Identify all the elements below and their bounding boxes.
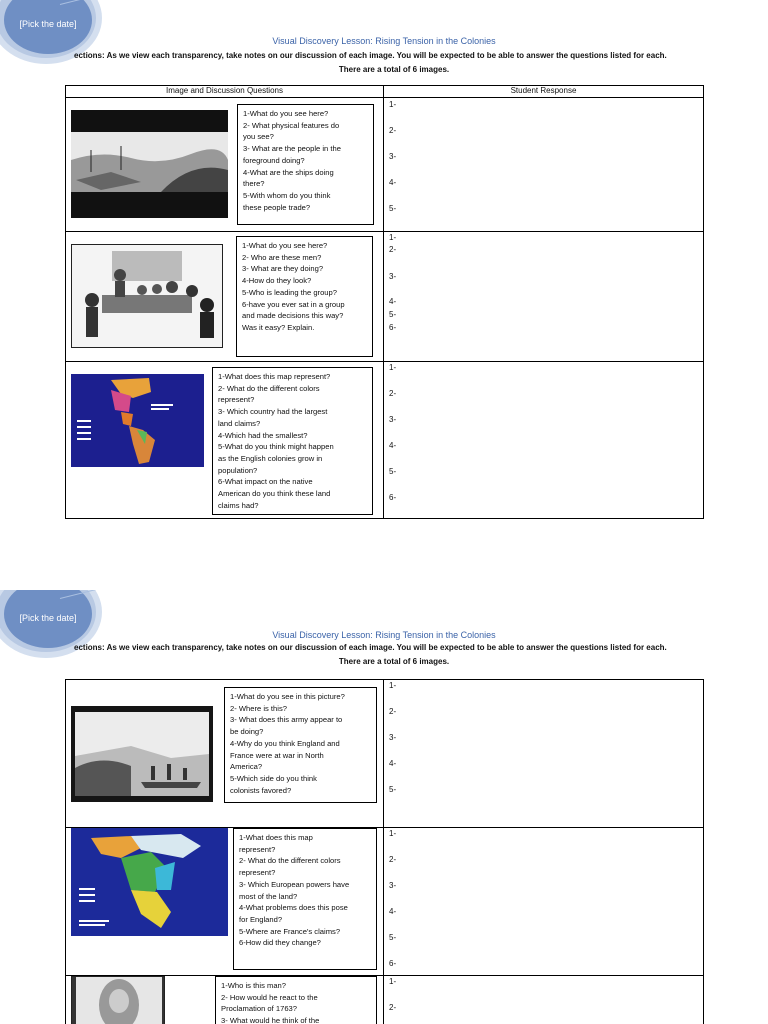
image-total: There are a total of 6 images. [338,657,450,666]
question-line: land claims? [218,418,261,428]
question-line: 1-What do you see in this picture? [230,692,345,701]
question-box [233,828,377,970]
question-line: 2- What physical features do [243,120,340,130]
congress-engraving-image [71,244,223,348]
response-number: 4- [389,441,397,450]
response-number: 1- [389,681,397,690]
page-title: Visual Discovery Lesson: Rising Tension in the Colonies [272,630,496,640]
question-line: 6-What impact on the native [218,477,313,487]
page-title: Visual Discovery Lesson: Rising Tension in the Colonies [272,36,496,46]
image-cell [66,98,384,232]
question-line: 3- What does this army appear to [230,715,343,725]
question-line: 2- Who are these men? [242,252,322,262]
question-line: Was it easy? Explain. [242,322,315,332]
question-line: 5-Which side do you think [230,773,317,783]
question-line: 1-What does this map represent? [218,372,331,381]
question-line: 2- Where is this? [230,703,287,713]
image-cell [66,680,384,828]
question-line: 2- What do the different colors [239,856,341,866]
question-line: most of the land? [239,891,298,901]
question-line: represent? [239,844,276,854]
image-cell [66,976,384,1024]
response-number: 4- [389,907,397,916]
question-line: France were at war in North [230,750,324,760]
question-box [236,236,373,357]
response-number: 5- [389,785,397,794]
question-line: 1-What do you see here? [242,241,328,250]
image-cell [66,362,384,519]
question-line: 1-What does this map [239,833,313,842]
question-line: 6-have you ever sat in a group [242,299,345,309]
response-number: 2- [389,855,397,864]
response-number: 1- [389,977,397,986]
response-number: 2- [389,389,397,398]
response-cell[interactable] [384,98,704,232]
question-line: foreground doing? [243,155,305,165]
response-number: 5- [389,933,397,942]
directions-text: ections: As we view each transparency, take notes on our discussion of each image. You will be expected to be able to answer the questions listed for each. [74,51,667,60]
image-cell [66,828,384,976]
response-number: 2- [389,245,397,254]
question-line: America? [230,762,263,772]
question-line: 4-What are the ships doing [243,167,334,177]
land-claims-map-image [71,374,204,467]
question-line: 3- What would he think of the [221,1016,320,1024]
response-number: 1- [389,100,397,109]
response-number: 1- [389,363,397,372]
response-cell[interactable] [384,362,704,519]
response-cell[interactable] [384,680,704,828]
response-number: 6- [389,959,397,968]
north-america-map-image [71,828,228,936]
question-line: 5-What do you think might happen [218,442,334,452]
response-number: 3- [389,881,397,890]
portrait-image [71,976,165,1024]
response-number: 1- [389,233,397,242]
image-total: There are a total of 6 images. [338,65,450,74]
response-number: 2- [389,1003,397,1012]
question-box [212,367,373,515]
directions [74,641,714,669]
response-number: 6- [389,323,397,332]
response-number: 5- [389,310,397,319]
response-number: 4- [389,178,397,187]
question-line: Proclamation of 1763? [221,1004,297,1014]
question-line: claims had? [218,500,259,510]
question-line: 2- How would he react to the [221,992,318,1002]
response-cell[interactable] [384,828,704,976]
question-line: and made decisions this way? [242,311,344,321]
question-line: population? [218,465,258,475]
response-number: 4- [389,759,397,768]
response-number: 5- [389,467,397,476]
question-line: 1-Who is this man? [221,981,286,990]
question-line: 5-Who is leading the group? [242,287,337,297]
question-line: for England? [239,914,283,924]
directions [74,49,714,77]
question-line: 5-Where are France's claims? [239,926,341,936]
date-picker[interactable]: [Pick the date] [4,590,92,648]
harbor-engraving-image [71,110,228,218]
response-cell[interactable] [384,232,704,362]
question-line: these people trade? [243,202,311,212]
question-box [224,687,377,803]
response-number: 1- [389,829,397,838]
question-line: as the English colonies grow in [218,453,323,463]
question-line: 2- What do the different colors [218,383,320,393]
question-box [215,976,377,1024]
army-harbor-image [71,706,213,802]
discussion-table [65,85,704,519]
date-picker[interactable]: [Pick the date] [4,0,92,54]
image-cell [66,232,384,362]
response-number: 3- [389,733,397,742]
question-line: there? [243,179,265,189]
question-line: 4-What problems does this pose [239,903,348,913]
response-number: 3- [389,272,397,281]
question-line: 3- What are they doing? [242,264,324,274]
response-number: 2- [389,707,397,716]
question-line: 3- Which country had the largest [218,407,328,417]
question-line: you see? [243,132,274,142]
question-line: 4-Which had the smallest? [218,430,308,440]
discussion-table [65,679,704,1024]
response-number: 2- [389,126,397,135]
question-line: 4-Why do you think England and [230,738,340,748]
response-number: 3- [389,152,397,161]
response-number: 3- [389,415,397,424]
response-cell[interactable] [384,976,704,1024]
question-line: be doing? [230,727,264,737]
question-line: 6-How did they change? [239,938,321,948]
question-line: 3- What are the people in the [243,144,341,154]
directions-text: ections: As we view each transparency, take notes on our discussion of each image. You will be expected to be able to answer the questions listed for each. [74,643,667,652]
question-line: represent? [239,868,276,878]
question-box [237,104,374,225]
response-number: 5- [389,204,397,213]
question-line: American do you think these land [218,489,331,499]
worksheet-page-2 [0,590,768,1024]
question-line: 1-What do you see here? [243,109,329,118]
question-line: 5-With whom do you think [243,190,331,200]
response-number: 4- [389,297,397,306]
question-line: 4-How do they look? [242,276,312,286]
question-line: colonists favored? [230,785,292,795]
col-header-questions: Image and Discussion Questions [66,86,384,98]
question-line: represent? [218,395,255,405]
response-number: 6- [389,493,397,502]
col-header-response: Student Response [384,86,704,98]
question-line: 3- Which European powers have [239,879,350,889]
